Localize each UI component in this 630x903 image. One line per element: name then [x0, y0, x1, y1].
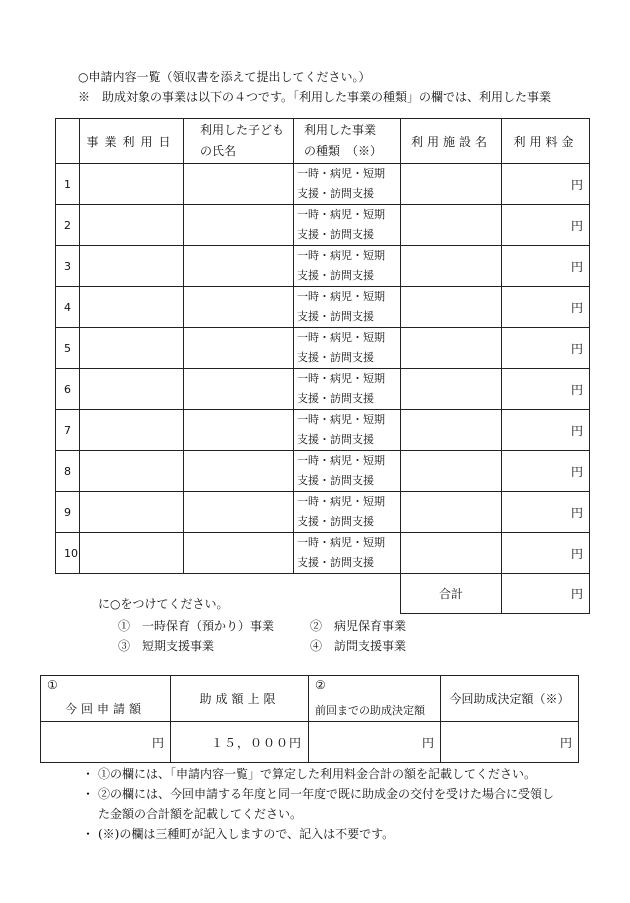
table-row	[56, 451, 590, 492]
note-item	[82, 765, 536, 782]
use-date-cell[interactable]	[80, 205, 184, 246]
service-type-cell[interactable]	[294, 492, 401, 533]
service-type-line2: 支援・訪問支援	[297, 269, 374, 282]
mark-2: ②	[315, 678, 326, 692]
current-request-header	[41, 676, 171, 722]
service-type-line2: 支援・訪問支援	[297, 556, 374, 569]
table-row	[56, 328, 590, 369]
intro-note: ※ 助成対象の事業は以下の４つです。「利用した事業の種類」の欄では、利用した事業	[78, 90, 552, 104]
summary-header-row	[41, 676, 579, 722]
service-type-line1: 一時・病児・短期	[297, 290, 385, 303]
row-number: 3	[56, 246, 80, 287]
header-facility: 利用施設名	[401, 119, 502, 164]
subsidy-limit-header: 助成額上限	[171, 676, 309, 722]
facility-cell[interactable]	[401, 164, 502, 205]
use-date-cell[interactable]	[80, 410, 184, 451]
facility-cell[interactable]	[401, 328, 502, 369]
service-type-line2: 支援・訪問支援	[297, 433, 374, 446]
fee-cell[interactable]: 円	[502, 287, 590, 328]
option-short-term-support: ③ 短期支援事業	[118, 639, 215, 653]
facility-cell[interactable]	[401, 369, 502, 410]
child-name-cell[interactable]	[184, 287, 294, 328]
fee-cell[interactable]: 円	[502, 328, 590, 369]
usage-table-header	[56, 119, 590, 164]
service-type-cell[interactable]	[294, 369, 401, 410]
service-type-cell[interactable]	[294, 451, 401, 492]
child-name-cell[interactable]	[184, 328, 294, 369]
service-type-cell[interactable]	[294, 164, 401, 205]
row-number: 2	[56, 205, 80, 246]
service-type-line1: 一時・病児・短期	[297, 495, 385, 508]
table-row	[56, 410, 590, 451]
table-row	[56, 287, 590, 328]
service-type-line1: 一時・病児・短期	[297, 454, 385, 467]
use-date-cell[interactable]	[80, 533, 184, 574]
intro-heading: ○申請内容一覧（領収書を添えて提出してください。）	[78, 70, 371, 84]
total-fee-cell[interactable]: 円	[502, 574, 590, 614]
row-number: 8	[56, 451, 80, 492]
summary-value-row	[41, 722, 579, 763]
note-text: ①の欄には、「申請内容一覧」で算定した利用料金合計の額を記載してください。	[98, 767, 537, 781]
table-row	[56, 246, 590, 287]
option-sick-child-care: ② 病児保育事業	[310, 619, 407, 633]
mark-1: ①	[47, 678, 58, 692]
child-name-cell[interactable]	[184, 410, 294, 451]
header-use-date: 事業利用日	[80, 119, 184, 164]
subsidy-limit-value: １５，０００円	[171, 722, 309, 763]
service-type-cell[interactable]	[294, 410, 401, 451]
service-type-cell[interactable]	[294, 205, 401, 246]
child-name-cell[interactable]	[184, 451, 294, 492]
service-type-line2: 支援・訪問支援	[297, 228, 374, 241]
service-type-line2: 支援・訪問支援	[297, 310, 374, 323]
service-type-cell[interactable]	[294, 533, 401, 574]
use-date-cell[interactable]	[80, 287, 184, 328]
facility-cell[interactable]	[401, 451, 502, 492]
note-continuation: た金額の合計額を記載してください。	[98, 807, 303, 821]
fee-cell[interactable]: 円	[502, 492, 590, 533]
facility-cell[interactable]	[401, 492, 502, 533]
service-type-line2: 支援・訪問支援	[297, 351, 374, 364]
current-request-label: 今回申請額	[65, 702, 146, 716]
note-text: ②の欄には、今回申請する年度と同一年度で既に助成金の交付を受けた場合に受領し	[98, 787, 555, 801]
service-type-line2: 支援・訪問支援	[297, 187, 374, 200]
note-item	[82, 825, 394, 842]
fee-cell[interactable]: 円	[502, 205, 590, 246]
row-number: 9	[56, 492, 80, 533]
note-text: (※)の欄は三種町が記入しますので、記入は不要です。	[98, 827, 395, 841]
option-temporary-care: ① 一時保育（預かり）事業	[118, 619, 275, 633]
facility-cell[interactable]	[401, 533, 502, 574]
summary-table	[40, 675, 579, 763]
table-row	[56, 533, 590, 574]
row-number: 4	[56, 287, 80, 328]
service-type-line2: 支援・訪問支援	[297, 392, 374, 405]
use-date-cell[interactable]	[80, 492, 184, 533]
header-service-type-line2: の種類 （※）	[304, 144, 383, 158]
service-type-line2: 支援・訪問支援	[297, 515, 374, 528]
previous-decision-label: 前回までの助成決定額	[315, 704, 425, 717]
fee-cell[interactable]: 円	[502, 164, 590, 205]
service-type-line1: 一時・病児・短期	[297, 208, 385, 221]
header-child-name	[184, 119, 294, 164]
current-decision-header: 今回助成決定額（※）	[441, 676, 579, 722]
option-visit-support: ④ 訪問支援事業	[310, 639, 407, 653]
table-row	[56, 492, 590, 533]
fee-cell[interactable]: 円	[502, 410, 590, 451]
header-no	[56, 119, 80, 164]
header-child-name-line1: 利用した子ども	[200, 123, 285, 137]
child-name-cell[interactable]	[184, 205, 294, 246]
row-number: 1	[56, 164, 80, 205]
child-name-cell[interactable]	[184, 369, 294, 410]
row-number: 10	[56, 533, 80, 574]
fee-cell[interactable]: 円	[502, 246, 590, 287]
service-type-line2: 支援・訪問支援	[297, 474, 374, 487]
bullet-icon: ・	[82, 787, 95, 801]
row-number: 7	[56, 410, 80, 451]
facility-cell[interactable]	[401, 287, 502, 328]
table-row	[56, 369, 590, 410]
note-item	[82, 785, 554, 802]
fee-cell[interactable]: 円	[502, 369, 590, 410]
service-type-cell[interactable]	[294, 246, 401, 287]
facility-cell[interactable]	[401, 205, 502, 246]
use-date-cell[interactable]	[80, 328, 184, 369]
use-date-cell[interactable]	[80, 451, 184, 492]
table-row	[56, 164, 590, 205]
header-service-type-line1: 利用した事業	[304, 123, 377, 137]
header-child-name-line2: の氏名	[200, 144, 237, 158]
row-number: 5	[56, 328, 80, 369]
previous-decision-value[interactable]: 円	[309, 722, 441, 763]
child-name-cell[interactable]	[184, 533, 294, 574]
service-type-line1: 一時・病児・短期	[297, 413, 385, 426]
use-date-cell[interactable]	[80, 164, 184, 205]
facility-cell[interactable]	[401, 410, 502, 451]
service-type-cell[interactable]	[294, 287, 401, 328]
table-row	[56, 205, 590, 246]
row-number: 6	[56, 369, 80, 410]
service-type-line1: 一時・病児・短期	[297, 167, 385, 180]
header-service-type	[294, 119, 401, 164]
service-type-line1: 一時・病児・短期	[297, 536, 385, 549]
total-label: 合計	[401, 574, 502, 614]
circle-instruction: に○をつけてください。	[98, 597, 229, 611]
current-request-value[interactable]: 円	[41, 722, 171, 763]
child-name-cell[interactable]	[184, 164, 294, 205]
header-fee: 利用料金	[502, 119, 590, 164]
fee-cell[interactable]: 円	[502, 451, 590, 492]
service-type-cell[interactable]	[294, 328, 401, 369]
fee-cell[interactable]: 円	[502, 533, 590, 574]
usage-table	[55, 118, 590, 614]
use-date-cell[interactable]	[80, 246, 184, 287]
current-decision-value[interactable]: 円	[441, 722, 579, 763]
use-date-cell[interactable]	[80, 369, 184, 410]
service-type-line1: 一時・病児・短期	[297, 249, 385, 262]
service-type-line1: 一時・病児・短期	[297, 372, 385, 385]
child-name-cell[interactable]	[184, 492, 294, 533]
child-name-cell[interactable]	[184, 246, 294, 287]
bullet-icon: ・	[82, 767, 95, 781]
facility-cell[interactable]	[401, 246, 502, 287]
previous-decision-header	[309, 676, 441, 722]
service-type-line1: 一時・病児・短期	[297, 331, 385, 344]
bullet-icon: ・	[82, 827, 95, 841]
